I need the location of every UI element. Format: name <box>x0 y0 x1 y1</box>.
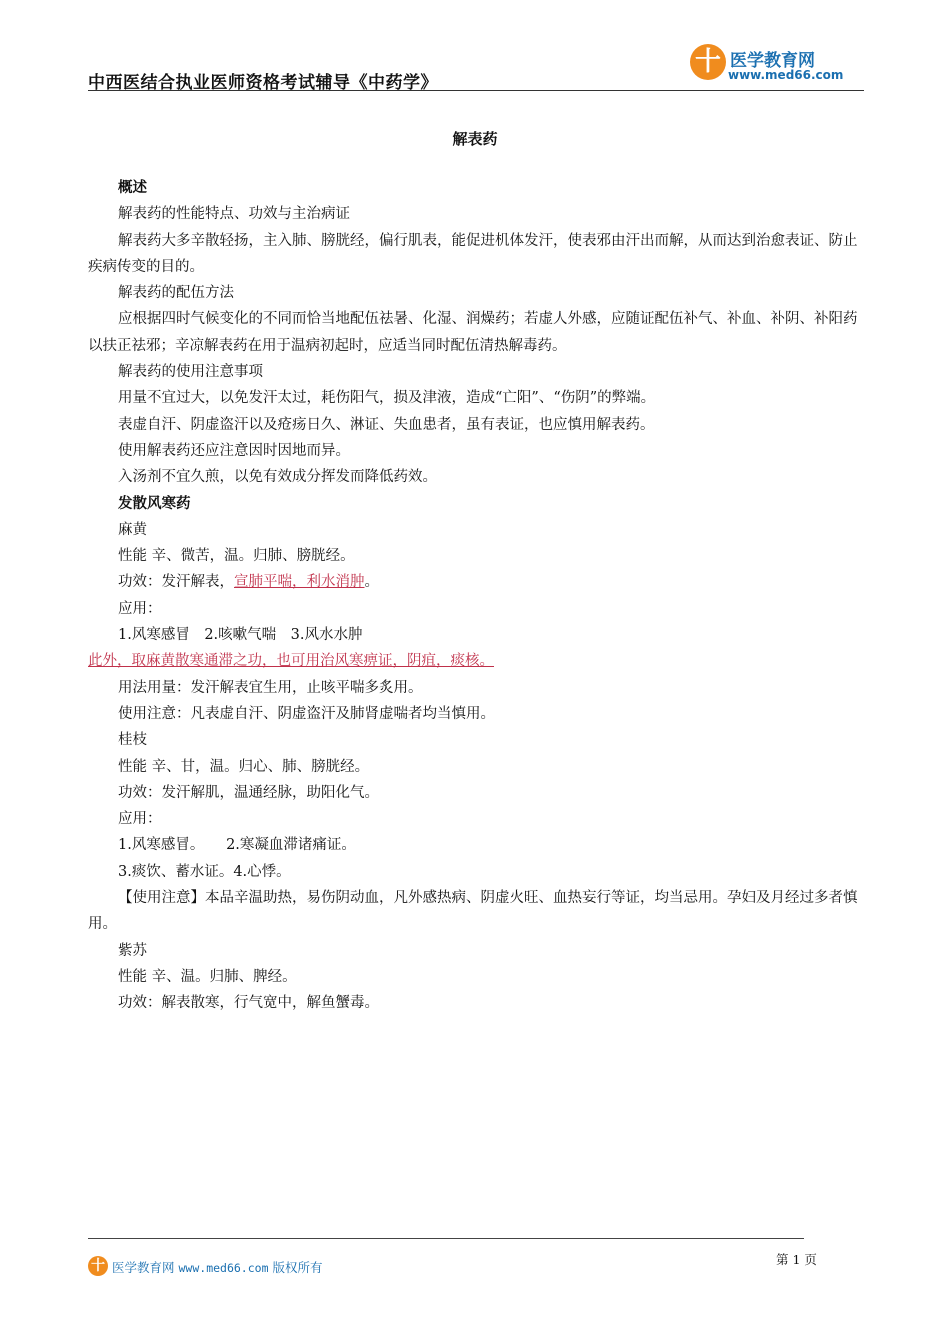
herb-effect: 功效：解表散寒，行气宽中，解鱼蟹毒。 <box>118 995 379 1012</box>
herb-caution: 【使用注意】本品辛温助热，易伤阴动血，凡外感热病、阴虚火旺、血热妄行等证，均当忌用。孕妇及月经过多者慎用。 <box>88 890 858 933</box>
use-label: 应用： <box>118 811 162 828</box>
paragraph: 用量不宜过大，以免发汗太过，耗伤阳气，损及津液，造成“亡阳”、“伤阴”的弊端。 <box>118 390 656 407</box>
medical-cross-icon: 十 <box>88 1256 108 1276</box>
herb-nature: 性能 辛、微苦，温。归肺、膀胱经。 <box>118 548 355 565</box>
footer-brand[interactable] <box>112 1258 323 1276</box>
footer-rights: 版权所有 <box>272 1260 323 1275</box>
herb-nature: 性能 辛、甘，温。归心、肺、膀胱经。 <box>118 758 370 775</box>
page-title: 解表药 <box>452 130 498 148</box>
header-title: 中西医结合执业医师资格考试辅导《中药学》 <box>88 73 438 93</box>
header-divider <box>88 90 864 91</box>
herb-effect: 功效：发汗解肌，温通经脉，助阳化气。 <box>118 784 379 801</box>
herb-effect <box>88 569 866 595</box>
site-logo[interactable] <box>690 42 865 92</box>
herb-caution: 使用注意：凡表虚自汗、阴虚盗汗及肺肾虚喘者均当慎用。 <box>118 705 495 722</box>
herb-extra <box>88 648 866 674</box>
effect-suffix: 。 <box>364 574 379 591</box>
herb-uses: 3.痰饮、蓄水证。4.心悸。 <box>118 863 291 880</box>
effect-prefix: 功效：发汗解表， <box>118 574 234 591</box>
herb-name: 紫苏 <box>118 942 147 959</box>
paragraph: 表虚自汗、阴虚盗汗以及疮疡日久、淋证、失血患者，虽有表证，也应慎用解表药。 <box>118 416 655 433</box>
footer-url: www.med66.com <box>178 1261 269 1275</box>
herb-name: 麻黄 <box>118 521 147 538</box>
section-heading: 发散风寒药 <box>118 495 191 512</box>
herb-name: 桂枝 <box>118 732 147 749</box>
paragraph: 解表药大多辛散轻扬，主入肺、膀胱经，偏行肌表，能促进机体发汗，使表邪由汗出而解，从而达到治愈表证、防止疾病传变的目的。 <box>88 232 858 275</box>
page-number: 第 1 页 <box>776 1252 817 1267</box>
herb-uses: 1.风寒感冒 2.咳嗽气喘 3.风水水肿 <box>118 627 363 644</box>
extra-highlight: 此外，取麻黄散寒通滞之功，也可用治风寒痹证，阴疽，痰核。 <box>88 653 494 670</box>
logo-name: 医学教育网 <box>730 51 815 71</box>
footer-divider <box>88 1238 804 1239</box>
medical-cross-icon: 十 <box>690 44 726 80</box>
paragraph: 使用解表药还应注意因时因地而异。 <box>118 442 350 459</box>
paragraph: 入汤剂不宜久煎，以免有效成分挥发而降低药效。 <box>118 469 437 486</box>
footer-brand-name: 医学教育网 <box>112 1260 175 1275</box>
use-label: 应用： <box>118 600 162 617</box>
herb-uses: 1.风寒感冒。 2.寒凝血滞诸痛证。 <box>118 837 356 854</box>
herb-dosage: 用法用量：发汗解表宜生用，止咳平喘多炙用。 <box>118 679 423 696</box>
paragraph: 解表药的性能特点、功效与主治病证 <box>118 206 350 223</box>
paragraph: 解表药的使用注意事项 <box>118 364 263 381</box>
paragraph: 解表药的配伍方法 <box>118 285 234 302</box>
effect-highlight: 宣肺平喘，利水消肿 <box>234 574 365 591</box>
paragraph: 应根据四时气候变化的不同而恰当地配伍祛暑、化湿、润燥药；若虚人外感，应随证配伍补气、补血、补阴、补阳药以扶正祛邪；辛凉解表药在用于温病初起时，应适当同时配伍清热解毒药。 <box>88 311 858 354</box>
overview-heading: 概述 <box>118 180 147 196</box>
logo-url: www.med66.com <box>728 68 844 82</box>
herb-nature: 性能 辛、温。归肺、脾经。 <box>118 968 297 985</box>
document-body <box>88 175 866 1017</box>
